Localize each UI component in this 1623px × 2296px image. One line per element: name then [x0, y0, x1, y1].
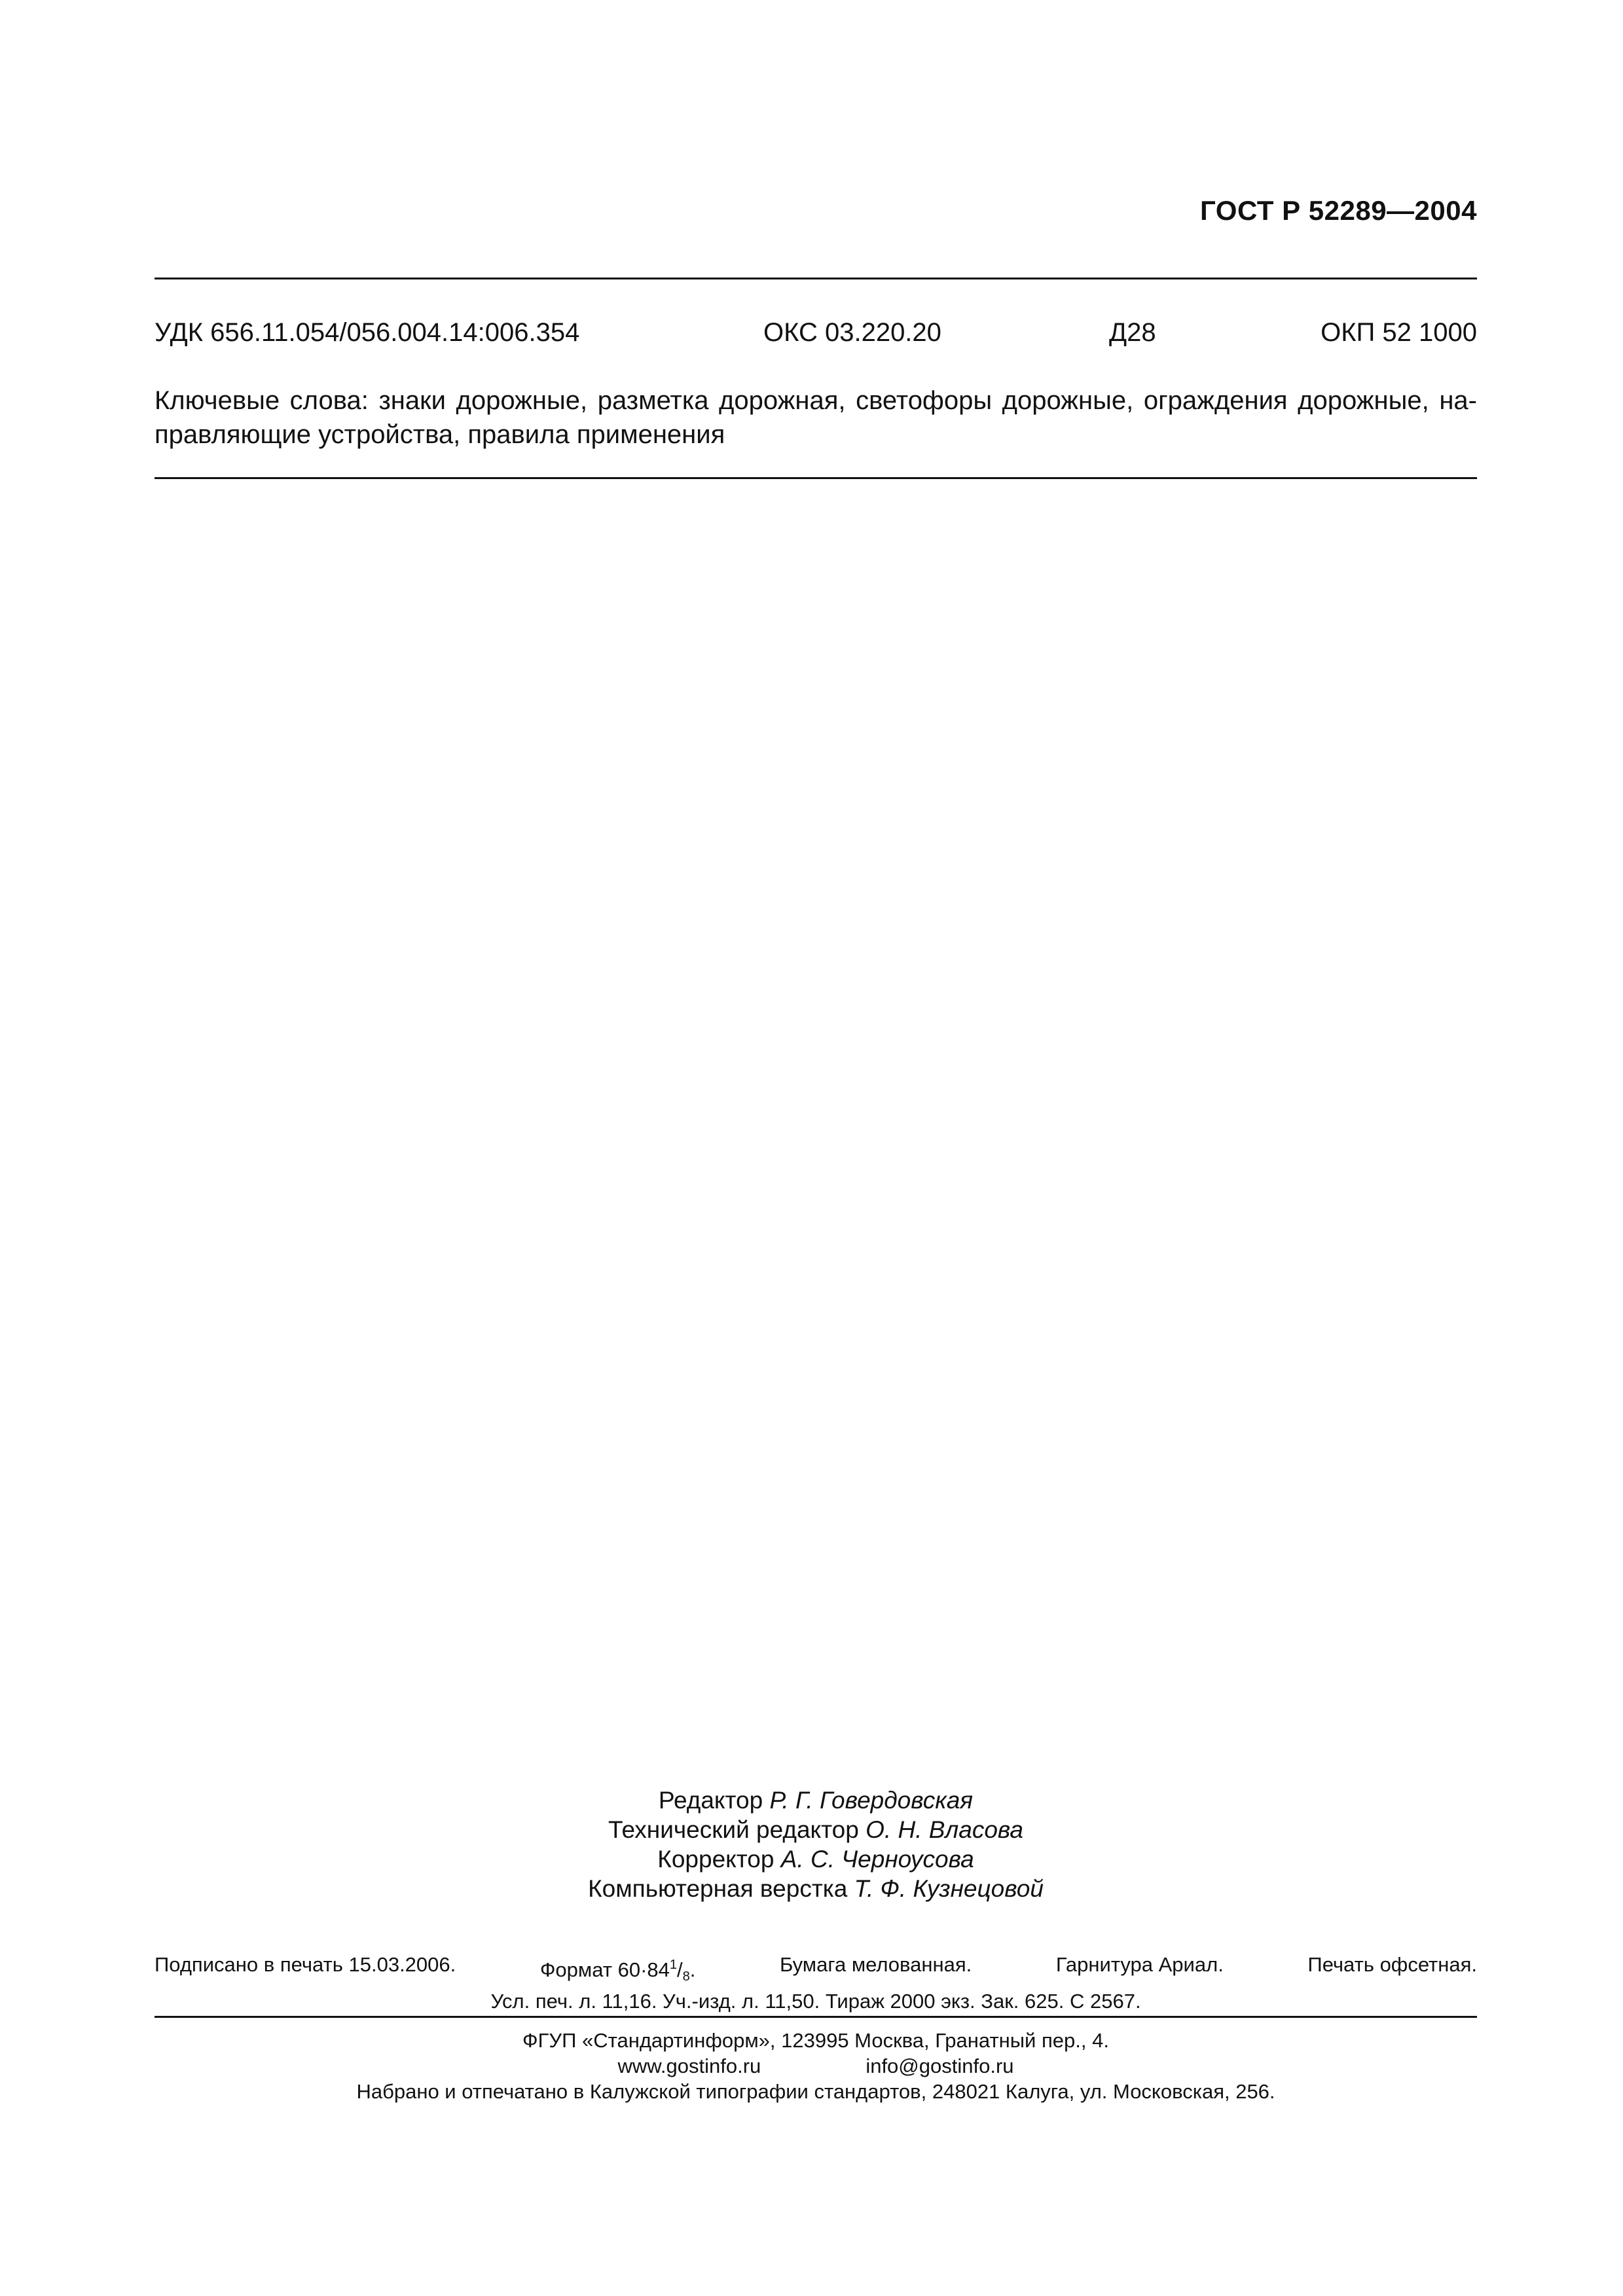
credit-tech-editor: Технический редактор О. Н. Власова	[608, 1816, 1024, 1843]
credits-block	[155, 1785, 1477, 1903]
printed-by: Набрано и отпечатано в Калужской типографии стандартов, 248021 Калуга, ул. Московская, 256.	[356, 2080, 1275, 2103]
credit-layout: Компьютерная верстка Т. Ф. Кузнецовой	[588, 1875, 1044, 1902]
standard-code: ГОСТ Р 52289—2004	[1200, 195, 1477, 226]
credit-proofreader: Корректор А. С. Черноусова	[657, 1846, 974, 1873]
paper-format: Формат $60\cdot 84^1/_8$.	[539, 1958, 696, 1984]
print-info-line-1	[155, 1952, 1477, 1989]
publisher-contacts	[155, 2053, 1477, 2079]
keywords-divider	[155, 477, 1477, 479]
publisher-website: www.gostinfo.ru	[617, 2054, 761, 2077]
signed-date: Подписано в печать 15.03.2006.	[155, 1953, 456, 1976]
publisher-address: ФГУП «Стандартинформ», 123995 Москва, Гранатный пер., 4.	[522, 2029, 1109, 2052]
paper-type: Бумага мелованная.	[779, 1953, 972, 1976]
okp-code: ОКП 52 1000	[1321, 318, 1477, 347]
udk-code: УДК 656.11.054/056.004.14:006.354	[155, 318, 580, 347]
classification-row	[155, 318, 1477, 351]
group-code: Д28	[1109, 318, 1156, 347]
top-divider	[155, 278, 1477, 279]
publisher-block	[155, 2028, 1477, 2104]
publisher-divider	[155, 2016, 1477, 2018]
publisher-email: info@gostinfo.ru	[866, 2054, 1014, 2077]
credit-editor: Редактор Р. Г. Говердовская	[658, 1787, 974, 1814]
print-info	[155, 1952, 1477, 2014]
oks-code: ОКС 03.220.20	[763, 318, 941, 347]
keywords: Ключевые слова: знаки дорожные, разметка дорожная, светофоры дорожные, ограждения дорожные, на-правляющие устройства, правила применения	[155, 386, 1477, 449]
typeface: Гарнитура Ариал.	[1055, 1953, 1224, 1976]
print-info-line-2: Усл. печ. л. 11,16. Уч.-изд. л. 11,50. Тираж 2000 экз. Зак. 625. С 2567.	[490, 1990, 1141, 2013]
printing-type: Печать офсетная.	[1307, 1953, 1477, 1976]
